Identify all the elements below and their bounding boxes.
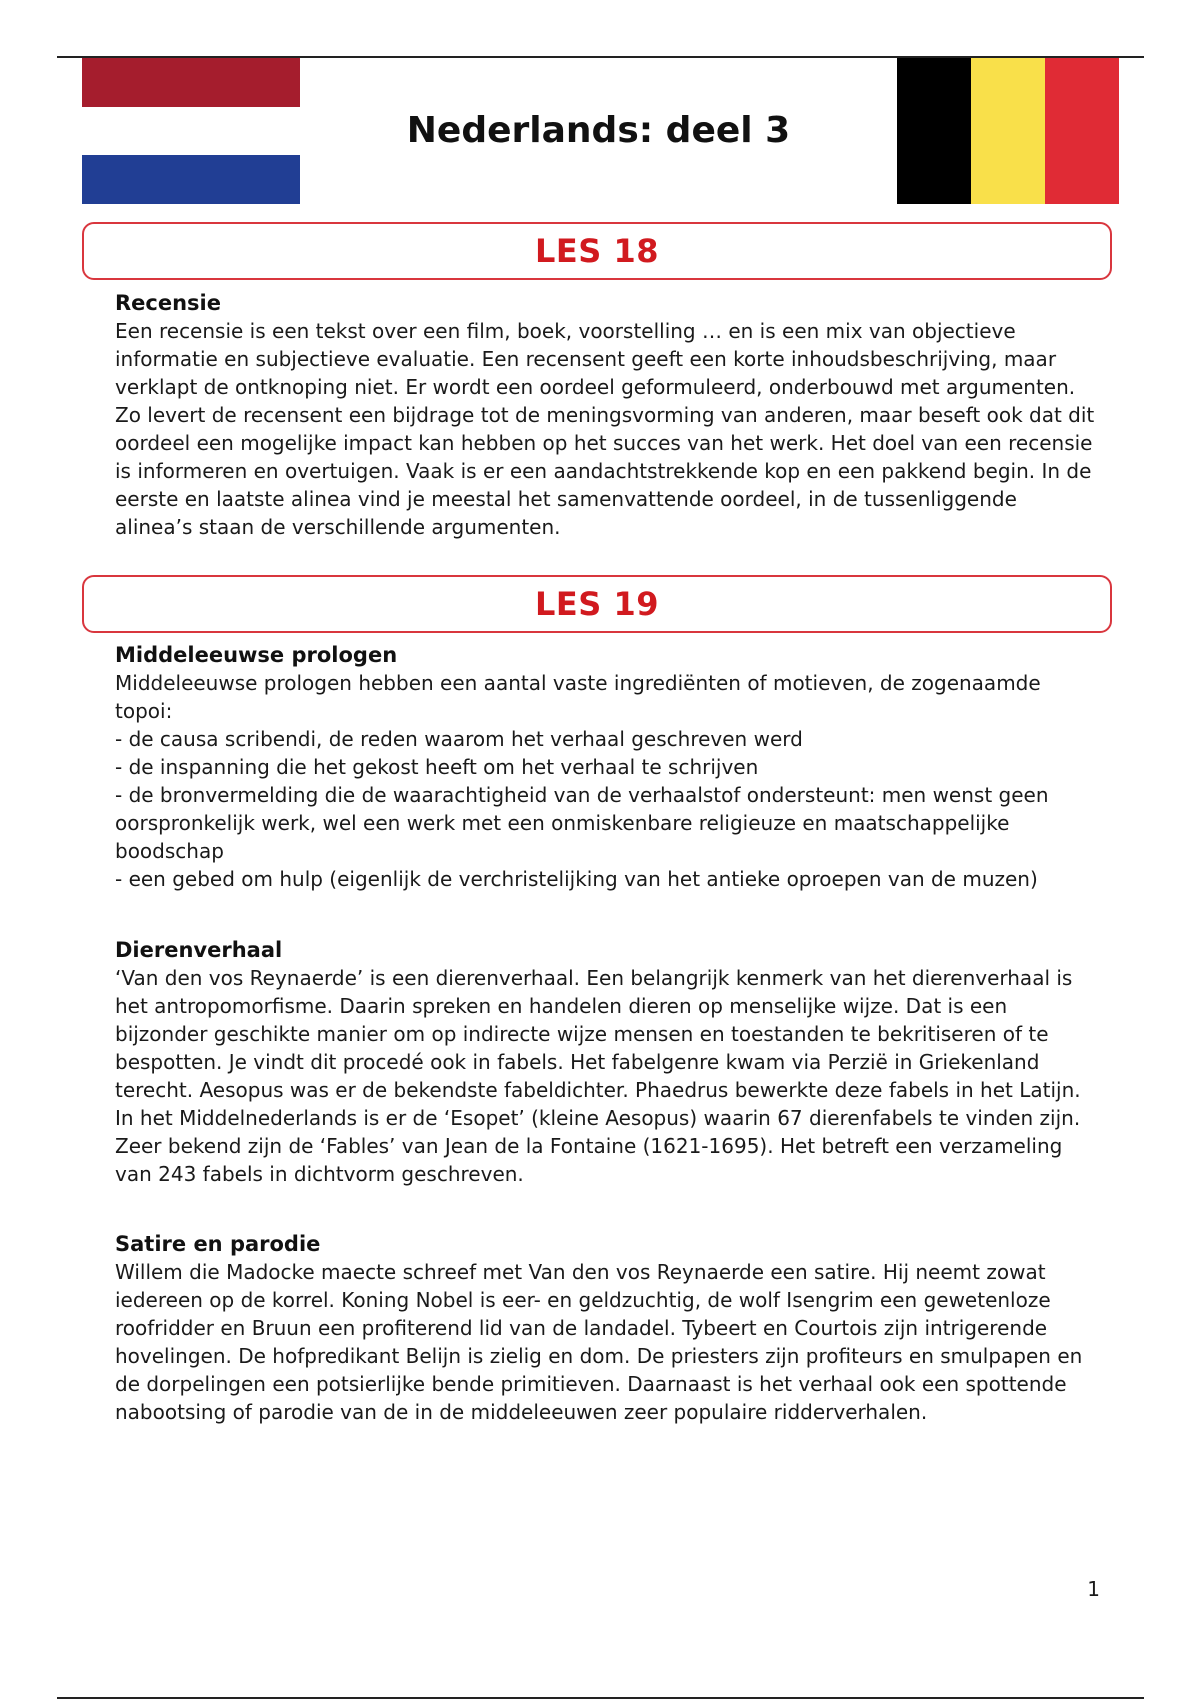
section-satire [115, 1230, 1100, 1426]
belgian-flag-icon [897, 58, 1119, 204]
bottom-rule [57, 1697, 1144, 1699]
section-heading: Satire en parodie [115, 1232, 321, 1256]
section-text: Willem die Madocke maecte schreef met Van den vos Reynaerde een satire. Hij neemt zowat iedereen op de korrel. Koning Nobel is eer- en geldzuchtig, de wolf Isengrim een gewetenloze roofridder en Bruun een profiterend lid van de landadel. Tybeert en Courtois zijn intrigerende hovelingen. De hofpredikant Belijn is zielig en dom. De priesters zijn profiteurs en smulpapen en de dorpelingen een potsierlijke bende primitieven. Daarnaast is het verhaal ook een spottende nabootsing of parodie van de in de middeleeuwen zeer populaire ridderverhalen. [115, 1260, 1083, 1424]
section-prologen [115, 641, 1100, 893]
lesson-18-banner [82, 222, 1112, 280]
lesson-label: LES 18 [535, 232, 659, 270]
flag-stripe [82, 107, 300, 156]
section-recensie [115, 289, 1100, 541]
section-heading: Dierenverhaal [115, 938, 283, 962]
list-item: - de bronvermelding die de waarachtigheid van de verhaalstof ondersteunt: men wenst geen oorspronkelijk werk, wel een werk met een onmiskenbare religieuze en maatschappelijke boodschap [115, 783, 1049, 863]
page-number: 1 [1087, 1577, 1100, 1601]
section-heading: Middeleeuwse prologen [115, 643, 398, 667]
section-heading: Recensie [115, 291, 221, 315]
lesson-19-banner [82, 575, 1112, 633]
section-text: Een recensie is een tekst over een film, boek, voorstelling … en is een mix van objectieve informatie en subjectieve evaluatie. Een recensent geeft een korte inhoudsbeschrijving, maar verklapt de ontknoping niet. Er wordt een oordeel geformuleerd, onderbouwd met argumenten. Zo levert de recensent een bijdrage tot de meningsvorming van anderen, maar beseft ook dat dit oordeel een mogelijke impact kan hebben op het succes van het werk. Het doel van een recensie is informeren en overtuigen. Vaak is er een aandachtstrekkende kop en een pakkend begin. In de eerste en laatste alinea vind je meestal het samenvattende oordeel, in de tussenliggende alinea’s staan de verschillende argumenten. [115, 319, 1095, 539]
flag-stripe [897, 58, 971, 204]
flag-stripe [82, 58, 300, 107]
dutch-flag-icon [82, 58, 300, 204]
section-dierenverhaal [115, 936, 1100, 1188]
list-item: - een gebed om hulp (eigenlijk de verchristelijking van het antieke oproepen van de muzen) [115, 867, 1038, 891]
flag-stripe [1045, 58, 1119, 204]
flag-stripe [82, 155, 300, 204]
page-title: Nederlands: deel 3 [406, 110, 791, 151]
lesson-label: LES 19 [535, 585, 659, 623]
section-text: ‘Van den vos Reynaerde’ is een dierenverhaal. Een belangrijk kenmerk van het dierenverhaal is het antropomorfisme. Daarin spreken en handelen dieren op menselijke wijze. Dat is een bijzonder geschikte manier om op indirecte wijze mensen en toestanden te bekritiseren of te bespotten. Je vindt dit procedé ook in fabels. Het fabelgenre kwam via Perzië in Griekenland terecht. Aesopus was er de bekendste fabeldichter. Phaedrus bewerkte deze fabels in het Latijn. In het Middelnederlands is er de ‘Esopet’ (kleine Aesopus) waarin 67 dierenfabels te vinden zijn. Zeer bekend zijn de ‘Fables’ van Jean de la Fontaine (1621-1695). Het betreft een verzameling van 243 fabels in dichtvorm geschreven. [115, 966, 1081, 1186]
section-intro: Middeleeuwse prologen hebben een aantal vaste ingrediënten of motieven, de zogenaamde topoi: [115, 671, 1041, 723]
list-item: - de inspanning die het gekost heeft om het verhaal te schrijven [115, 755, 759, 779]
flag-stripe [971, 58, 1045, 204]
list-item: - de causa scribendi, de reden waarom het verhaal geschreven werd [115, 727, 803, 751]
